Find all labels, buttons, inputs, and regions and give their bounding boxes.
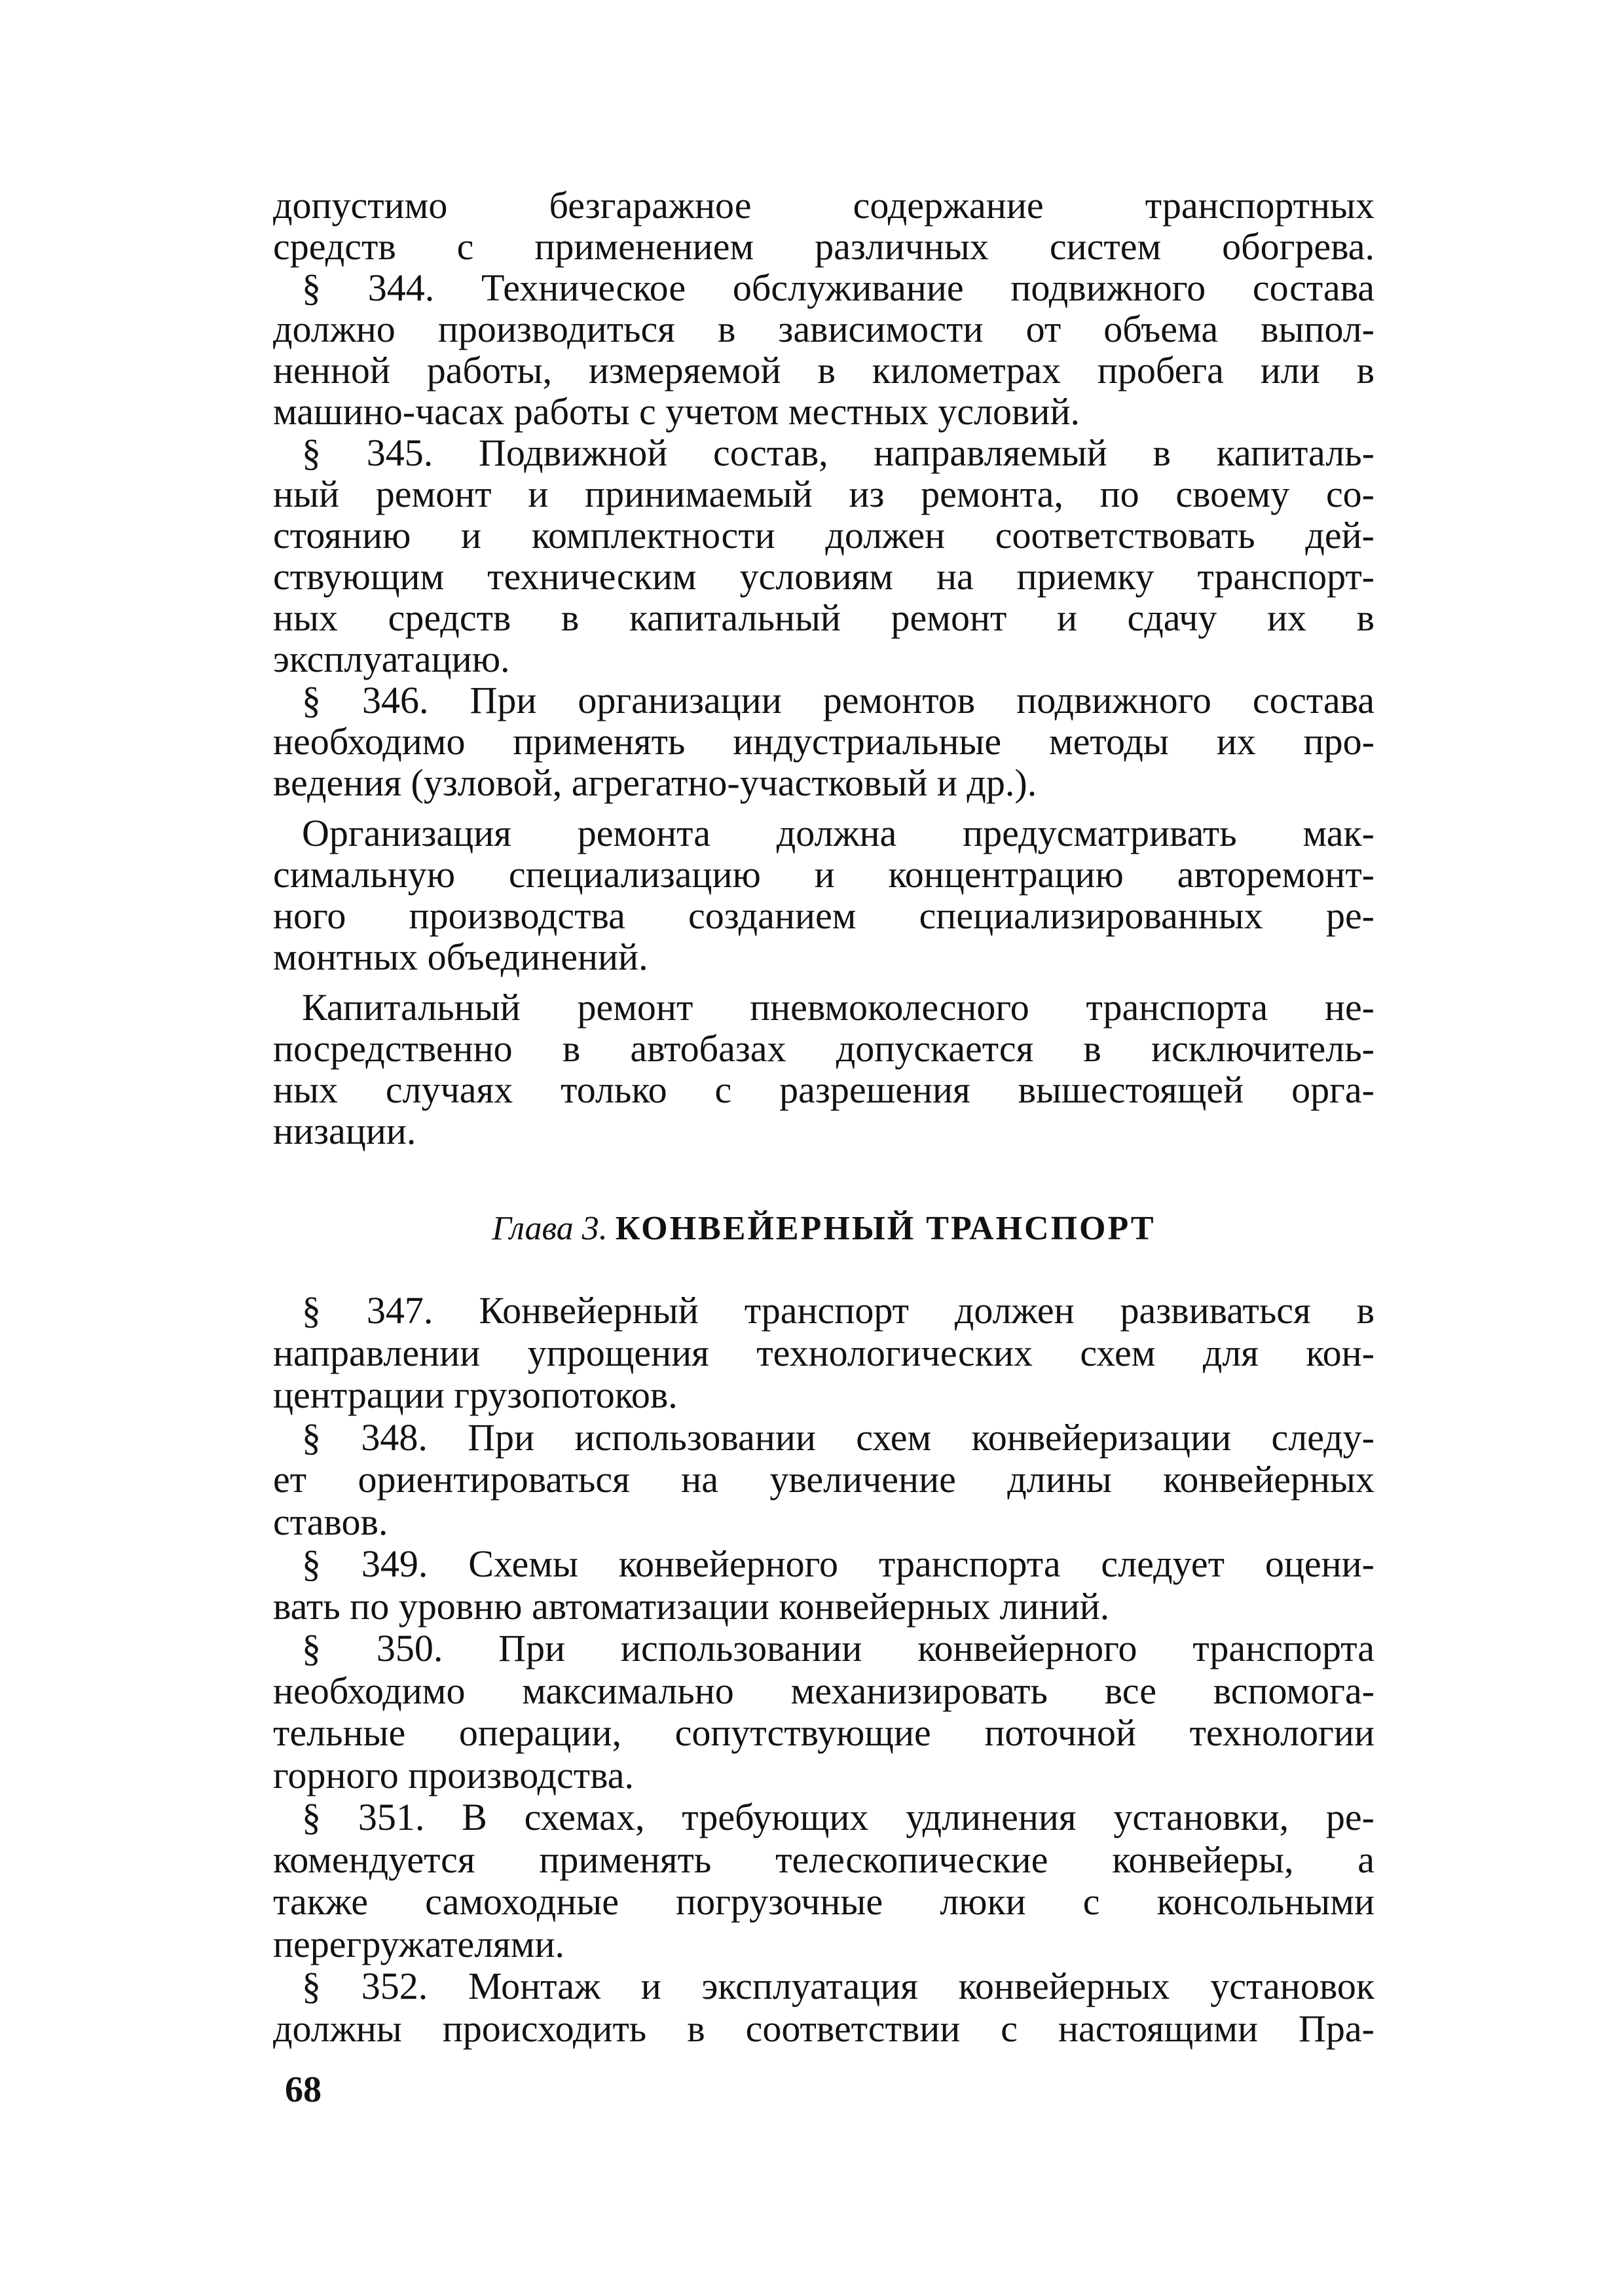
body-text-top	[273, 185, 1375, 1152]
paragraph	[273, 1628, 1375, 1796]
text-line: эксплуатацию.	[273, 638, 510, 680]
text-line: § 348. При использовании схем конвейеризации следу-	[302, 1415, 1375, 1459]
text-line: § 349. Схемы конвейерного транспорта следует оцени-	[302, 1542, 1375, 1585]
text-line: стоянию и комплектности должен соответствовать дей-	[273, 514, 1375, 556]
text-line: ных случаях только с разрешения вышестоящей орга-	[273, 1068, 1375, 1111]
paragraph	[273, 987, 1375, 1152]
body-text-bottom	[273, 1290, 1375, 2050]
text-line: монтных объединений.	[273, 936, 648, 978]
text-line: Капитальный ремонт пневмоколесного транспорта не-	[302, 986, 1375, 1029]
text-line: § 351. В схемах, требующих удлинения установки, ре-	[302, 1796, 1375, 1838]
paragraph	[273, 1417, 1375, 1544]
text-line: § 347. Конвейерный транспорт должен развиваться в	[302, 1289, 1375, 1332]
paragraph	[273, 1290, 1375, 1417]
text-line: посредственно в автобазах допускается в исключитель-	[273, 1027, 1375, 1070]
text-line: центрации грузопотоков.	[273, 1374, 678, 1416]
text-line: ставов.	[273, 1500, 388, 1543]
text-line: симальную специализацию и концентрацию авторемонт-	[273, 853, 1375, 896]
text-line: горного производства.	[273, 1753, 634, 1796]
text-line: тельные операции, сопутствующие поточной технологии	[273, 1711, 1375, 1754]
text-line: ный ремонт и принимаемый из ремонта, по своему со-	[273, 473, 1375, 515]
text-line: машино-часах работы с учетом местных условий.	[273, 390, 1080, 433]
chapter-heading	[273, 1208, 1375, 1250]
chapter-title: КОНВЕЙЕРНЫЙ ТРАНСПОРТ	[615, 1210, 1156, 1247]
paragraph	[273, 812, 1375, 977]
paragraph-gap	[273, 977, 1375, 987]
text-line: § 346. При организации ремонтов подвижного состава	[302, 679, 1375, 721]
text-line: ненной работы, измеряемой в километрах пробега или в	[273, 349, 1375, 392]
text-line: средств с применением различных систем обогрева.	[273, 225, 1375, 268]
paragraph	[273, 1965, 1375, 2050]
text-line: комендуется применять телескопические конвейеры, а	[273, 1838, 1375, 1881]
text-line: должно производиться в зависимости от объема выпол-	[273, 308, 1375, 350]
page-number: 68	[285, 2069, 322, 2110]
chapter-number: Глава 3.	[492, 1210, 608, 1247]
text-line: § 352. Монтаж и эксплуатация конвейерных установок	[302, 1965, 1375, 2007]
text-line: § 345. Подвижной состав, направляемый в капиталь-	[302, 431, 1375, 474]
paragraph-gap	[273, 803, 1375, 812]
paragraph	[273, 1796, 1375, 1965]
text-line: допустимо безгаражное содержание транспортных	[273, 184, 1375, 227]
text-line: § 350. При использовании конвейерного транспорта	[302, 1627, 1375, 1669]
text-line: ного производства созданием специализированных ре-	[273, 894, 1375, 937]
paragraph	[273, 185, 1375, 267]
text-line: ведения (узловой, агрегатно-участковый и др.).	[273, 761, 1037, 804]
text-line: ет ориентироваться на увеличение длины конвейерных	[273, 1458, 1375, 1501]
text-line: также самоходные погрузочные люки с консольными	[273, 1880, 1375, 1923]
text-line: необходимо применять индустриальные методы их про-	[273, 720, 1375, 763]
text-line: перегружателями.	[273, 1922, 565, 1965]
text-line: Организация ремонта должна предусматривать мак-	[302, 812, 1375, 854]
text-line: необходимо максимально механизировать все вспомога-	[273, 1669, 1375, 1712]
text-line: § 344. Техническое обслуживание подвижного состава	[302, 266, 1375, 309]
paragraph	[273, 680, 1375, 803]
text-line: направлении упрощения технологических схем для кон-	[273, 1331, 1375, 1374]
text-line: ных средств в капитальный ремонт и сдачу их в	[273, 596, 1375, 639]
text-line: вать по уровню автоматизации конвейерных линий.	[273, 1584, 1110, 1628]
text-line: низации.	[273, 1110, 416, 1152]
paragraph	[273, 432, 1375, 680]
text-line: ствующим техническим условиям на приемку транспорт-	[273, 555, 1375, 598]
paragraph	[273, 1543, 1375, 1628]
text-line: должны происходить в соответствии с настоящими Пра-	[273, 2007, 1375, 2050]
paragraph	[273, 267, 1375, 432]
